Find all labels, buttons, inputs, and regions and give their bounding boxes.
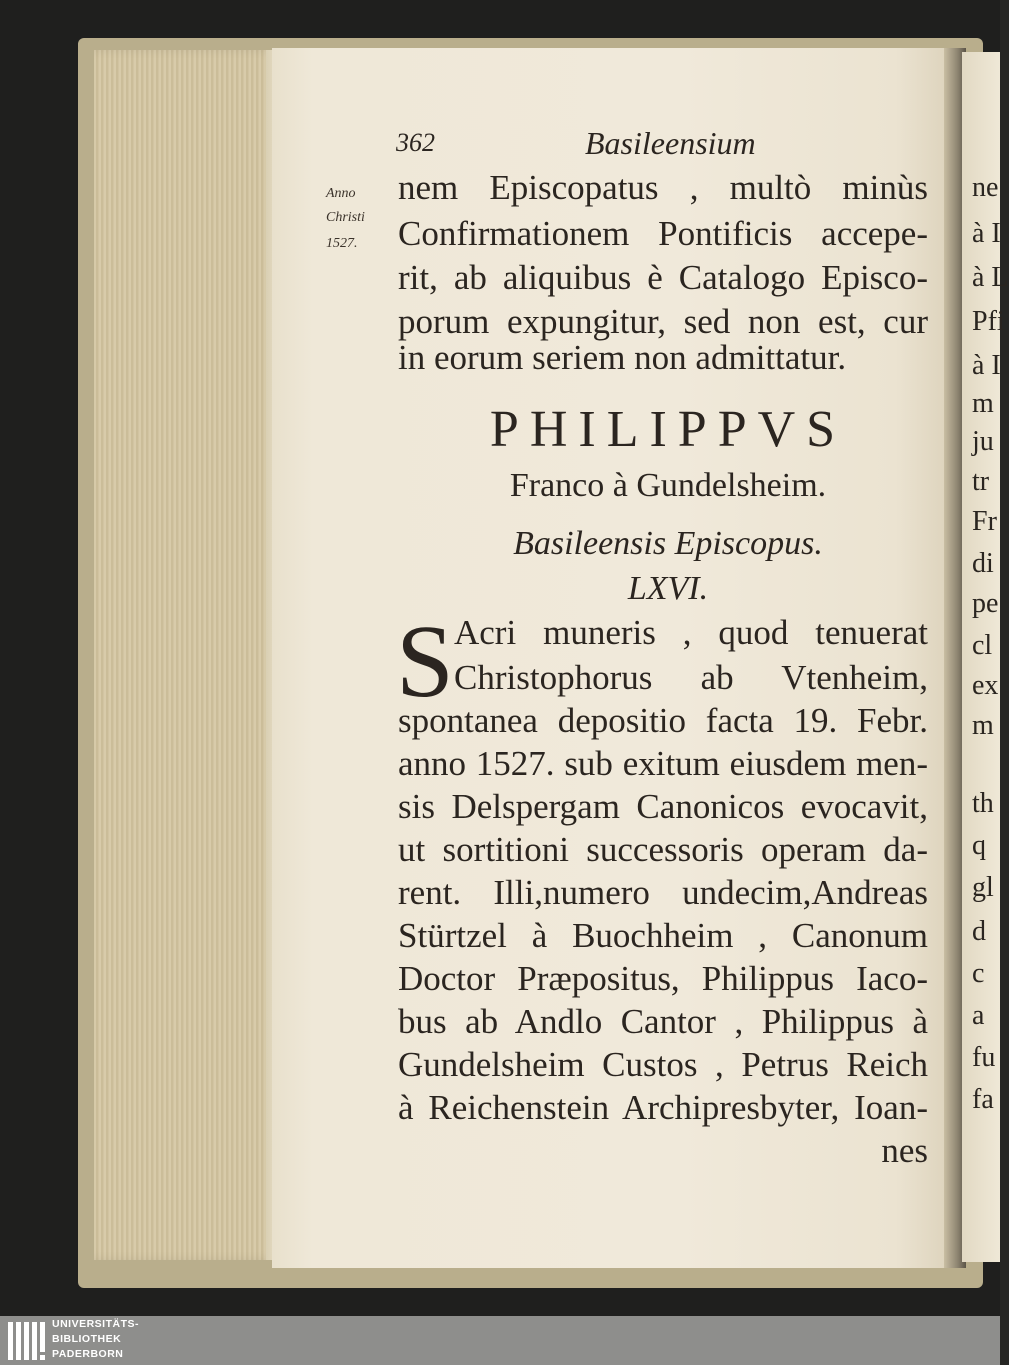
right-page-fragment: Pfi bbox=[972, 306, 1005, 337]
text-line: spontanea depositio facta 19. Febr. bbox=[398, 701, 928, 740]
text-line: nem Episcopatus , multò minùs bbox=[398, 168, 928, 207]
right-page-fragment: gl bbox=[972, 872, 994, 903]
text-line: à Reichenstein Archipresbyter, Ioan- bbox=[398, 1088, 928, 1127]
text-line: porum expungitur, sed non est, cur bbox=[398, 302, 928, 341]
library-name-line: UNIVERSITÄTS- bbox=[52, 1318, 140, 1330]
right-page-fragment: fu bbox=[972, 1042, 996, 1073]
right-page-fragment: ju bbox=[972, 426, 994, 457]
right-page-fragment: a bbox=[972, 1000, 985, 1031]
text-line: Christophorus ab Vtenheim, bbox=[454, 658, 928, 697]
right-page-fragment: m bbox=[972, 388, 994, 419]
text-line: rent. Illi,numero undecim,Andreas bbox=[398, 873, 928, 912]
drop-cap: S bbox=[396, 604, 454, 719]
chapter-heading-number: LXVI. bbox=[627, 570, 709, 607]
text-line: anno 1527. sub exitum eiusdem men- bbox=[398, 744, 928, 783]
right-page-fragment: ex bbox=[972, 670, 999, 701]
text-line: Gundelsheim Custos , Petrus Reich bbox=[398, 1045, 928, 1084]
right-page-fragment: c bbox=[972, 958, 985, 989]
text-line: rit, ab aliquibus è Catalogo Episco- bbox=[398, 258, 928, 297]
library-name-line: PADERBORN bbox=[52, 1348, 124, 1360]
text-line: in eorum seriem non admittatur. bbox=[398, 338, 847, 377]
chapter-heading-title: Basileensis Episcopus. bbox=[513, 525, 823, 562]
text-line: Doctor Præpositus, Philippus Iaco- bbox=[398, 959, 928, 998]
chapter-heading-surname: Franco à Gundelsheim. bbox=[509, 467, 827, 504]
text-line: Stürtzel à Buochheim , Canonum bbox=[398, 916, 928, 955]
page-number: 362 bbox=[396, 128, 435, 157]
right-page-fragment: ne bbox=[972, 172, 999, 203]
right-page-fragment: tr bbox=[972, 466, 990, 497]
right-page-fragment: fa bbox=[972, 1084, 994, 1115]
margin-note-line: Christi bbox=[326, 210, 365, 225]
right-page-fragment: à L bbox=[972, 262, 1009, 293]
right-page-fragment: cl bbox=[972, 630, 993, 661]
margin-note-line: Anno bbox=[326, 186, 356, 201]
text-line: bus ab Andlo Cantor , Philippus à bbox=[398, 1002, 928, 1041]
right-page-fragment: à I bbox=[972, 350, 1001, 381]
text-line: Acri muneris , quod tenuerat bbox=[454, 613, 928, 652]
right-page-fragment: m bbox=[972, 710, 994, 741]
running-head: Basileensium bbox=[585, 125, 756, 161]
right-page-fragment: à I bbox=[972, 218, 1001, 249]
right-page-fragment: pe bbox=[972, 588, 999, 619]
right-page-fragment: q bbox=[972, 830, 986, 861]
page-block-edge bbox=[94, 50, 278, 1260]
text-line: sis Delspergam Canonicos evocavit, bbox=[398, 787, 928, 826]
library-footer-bar bbox=[0, 1316, 1000, 1365]
chapter-heading-name: PHILIPPVS bbox=[489, 401, 847, 458]
right-page-fragment: d bbox=[972, 916, 986, 947]
text-line: Confirmationem Pontificis accepe- bbox=[398, 214, 928, 253]
margin-note-line: 1527. bbox=[326, 236, 358, 251]
right-page-fragment: th bbox=[972, 788, 994, 819]
right-page-fragment: Fr bbox=[972, 506, 997, 537]
library-logo-icon bbox=[6, 1320, 48, 1362]
catchword: nes bbox=[881, 1131, 928, 1170]
library-name-line: BIBLIOTHEK bbox=[52, 1333, 122, 1345]
right-page-fragment: di bbox=[972, 548, 994, 579]
text-line: ut sortitioni successoris operam da- bbox=[398, 830, 928, 869]
